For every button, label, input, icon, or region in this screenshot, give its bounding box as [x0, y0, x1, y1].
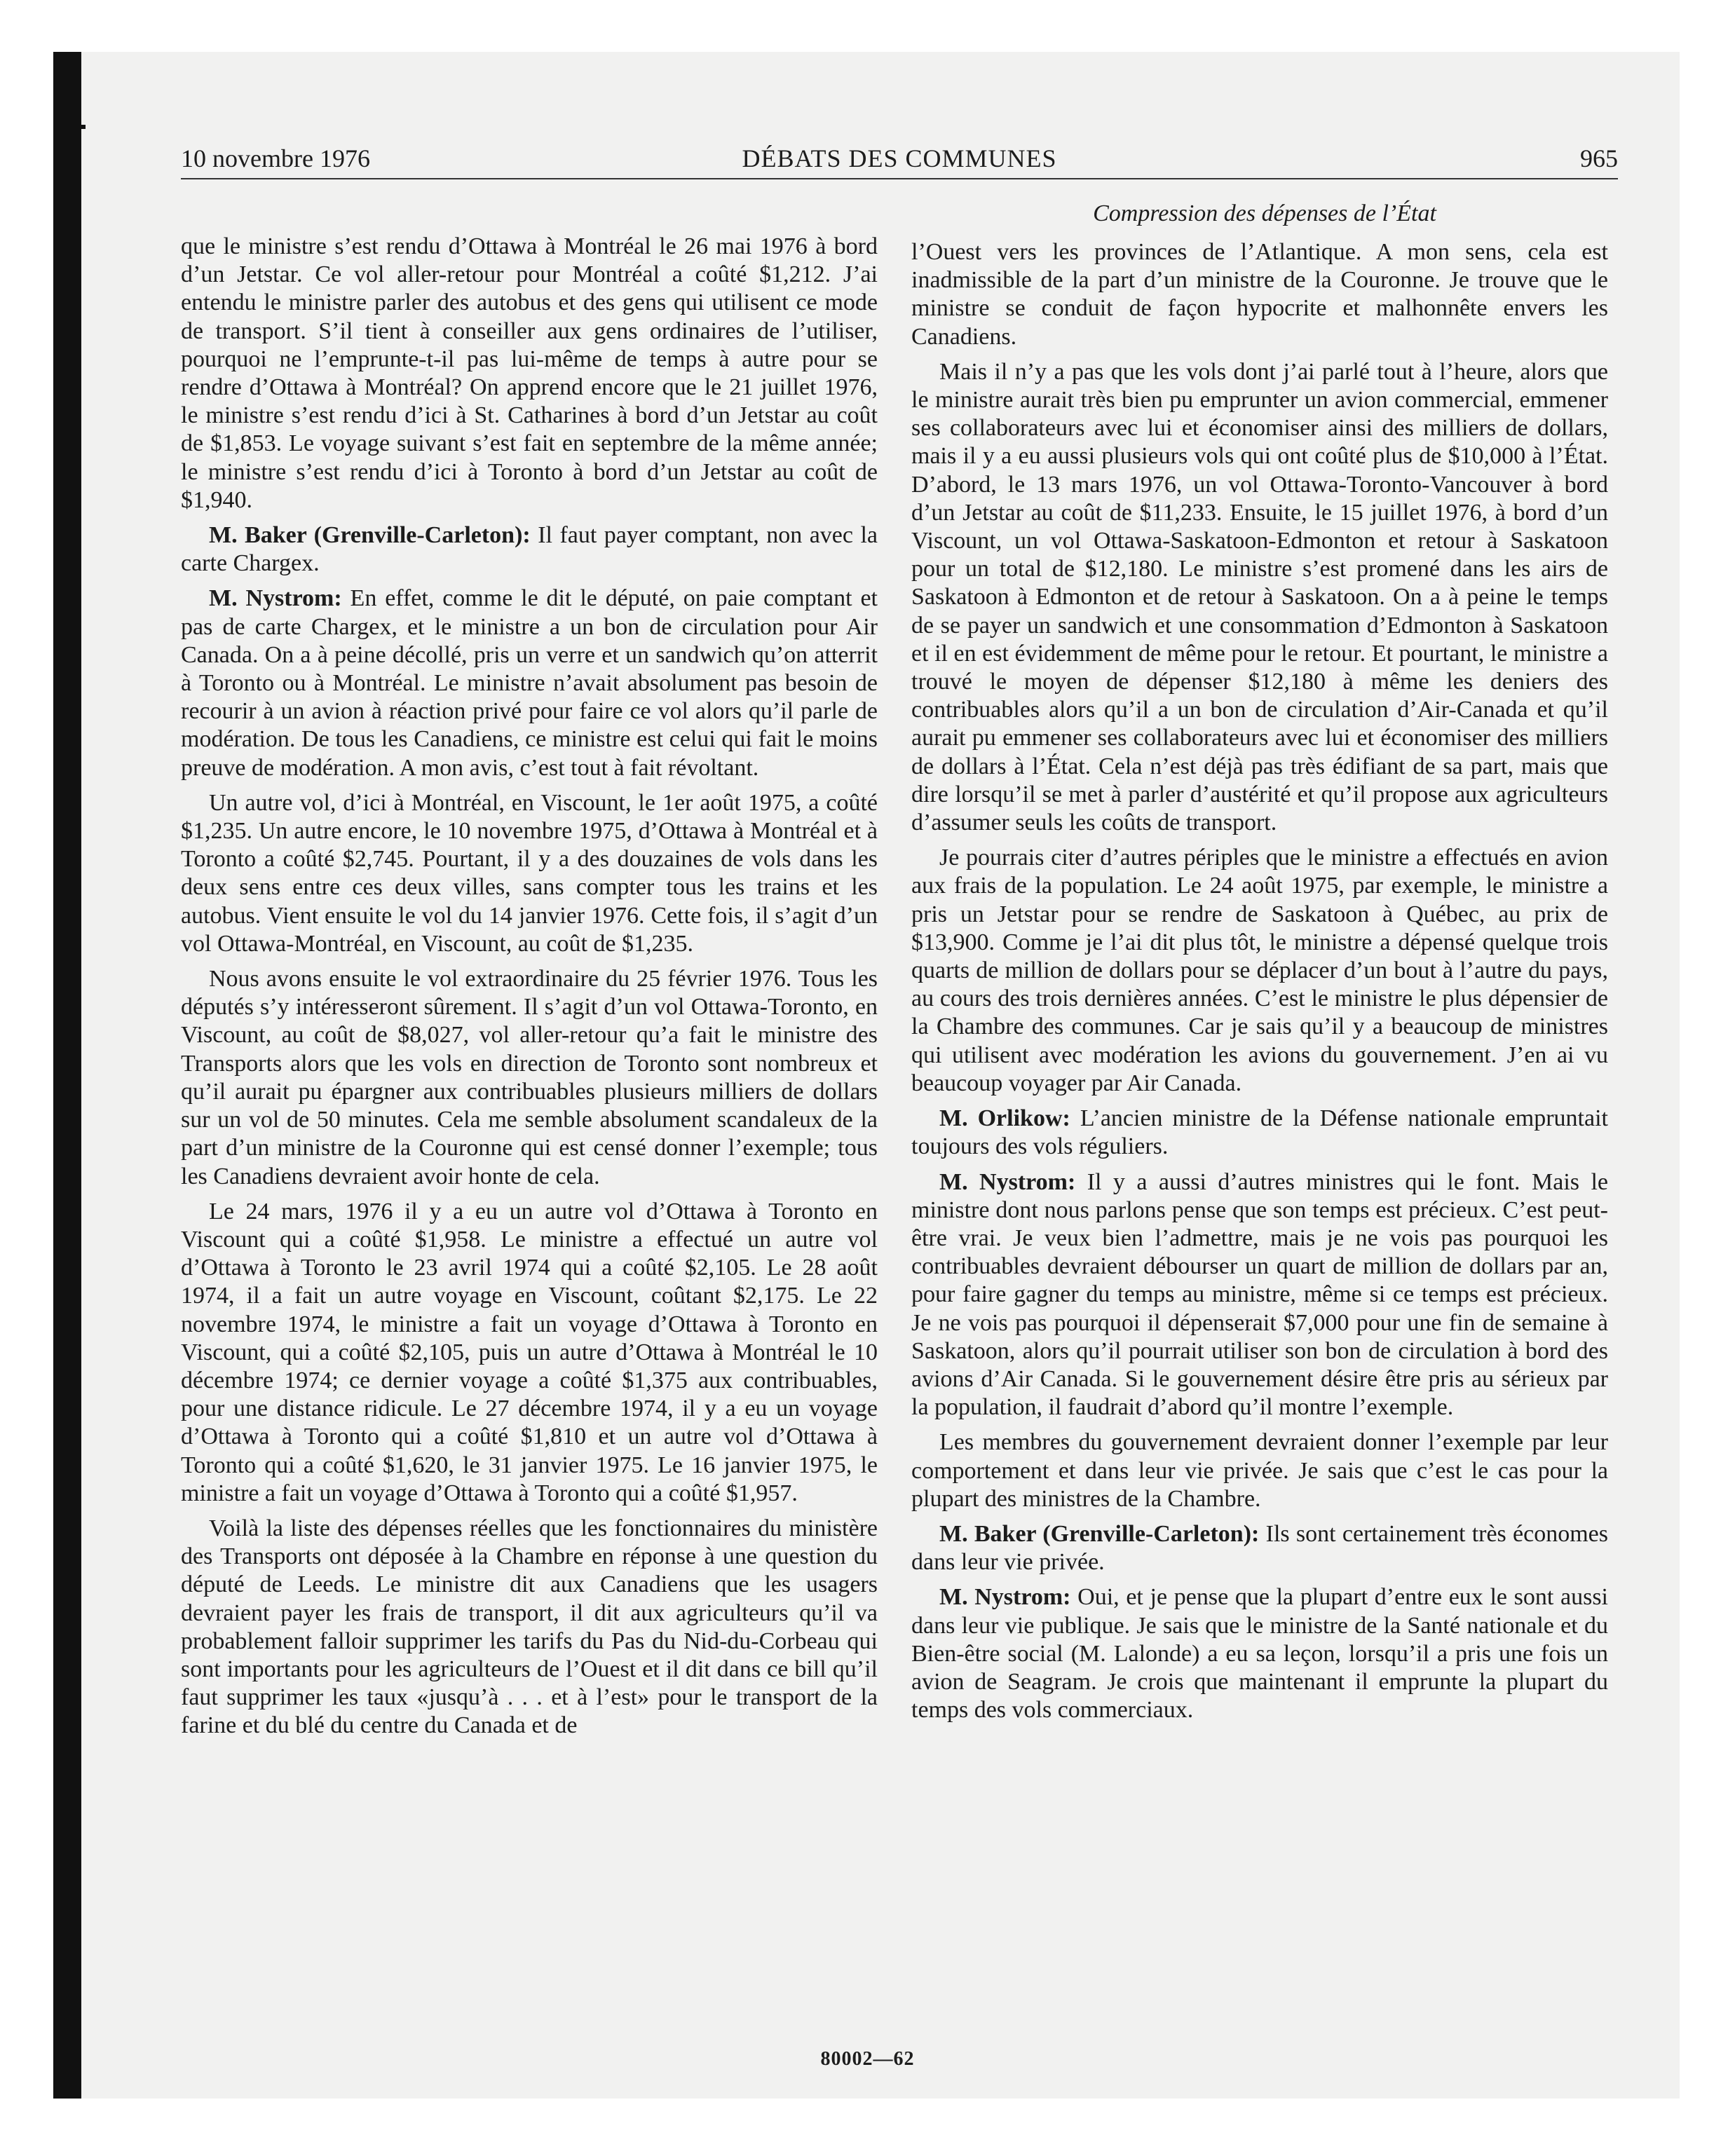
page-number: 965 — [1580, 144, 1618, 172]
section-subheading: Compression des dépenses de l’État — [1093, 200, 1436, 226]
paragraph — [911, 1520, 1608, 1576]
speaker-name: M. Baker (Grenville-Carleton): — [939, 1520, 1260, 1547]
right-column — [911, 238, 1608, 1731]
header-date: 10 novembre 1976 — [181, 144, 370, 172]
left-column — [181, 233, 878, 1747]
speaker-name: M. Nystrom: — [939, 1584, 1071, 1611]
speaker-name: M. Nystrom: — [209, 585, 342, 612]
footer-signature: 80002—62 — [820, 2048, 915, 2070]
paragraph — [911, 1428, 1608, 1513]
paragraph-text: Oui, et je pense que la plupart d’entre eux le sont aussi dans leur vie publique. Je sais que le ministre de la Santé nationale et du Bien-être social (M. Lalonde) a eu sa leçon, lorsqu’il a pris une fois un avion de Seagram. Je crois que maintenant il emprunte la plupart du temps des vols commerciaux. — [911, 1584, 1609, 1724]
paragraph-text: Mais il n’y a pas que les vols dont j’ai parlé tout à l’heure, alors que le ministre aurait très bien pu emprunter un avion commercial, emmener ses collaborateurs avec lui et économiser ainsi des milliers de dollars, mais il y a eu aussi plusieurs vols qui ont coûté plus de $10,000 à l’État. D’abord, le 13 mars 1976, un vol Ottawa-Toronto-Vancouver à bord d’un Jetstar au coût de $11,233. Ensuite, le 15 juillet 1976, à bord d’un Viscount, un vol Ottawa-Saskatoon-Edmonton et retour à Saskatoon pour un total de $12,180. Le ministre s’est promené dans les airs de Saskatoon à Edmonton et de retour à Saskatoon. On a à peine le temps de se payer un sandwich et une consommation d’Edmonton à Saskatoon et il en est évidemment de même pour le retour. Et pourtant, le ministre a trouvé le moyen de dépenser $12,180 à même les deniers des contribuables alors qu’il a un bon de circulation d’Air-Canada et qu’il aurait pu emmener ses collaborateurs avec lui et économiser des milliers de dollars à l’État. Cela n’est déjà pas très édifiant de sa part, mais que dire lorsqu’il se met à parler d’austérité et qu’il propose aux agriculteurs d’assumer seuls les coûts de transport. — [911, 358, 1608, 836]
paragraph-text: En effet, comme le dit le député, on paie comptant et pas de carte Chargex, et le ministre a un bon de circulation pour Air Canada. On a à peine décollé, pris un verre et un sandwich qu’on atterrit à Toronto ou à Montréal. Le ministre n’avait absolument pas besoin de recourir à un avion à réaction privé pour faire ce vol alors qu’il parle de modération. De tous les Canadiens, ce ministre est celui qui fait le moins preuve de modération. A mon avis, c’est tout à fait révoltant. — [181, 585, 878, 781]
speaker-name: M. Orlikow: — [939, 1105, 1070, 1132]
paragraph-text: Je pourrais citer d’autres périples que le ministre a effectués en avion aux frais de la population. Le 24 août 1975, par exemple, le ministre a pris un Jetstar pour se rendre de Saskatoon à Québec, au prix de $13,900. Comme je l’ai dit plus tôt, le ministre a dépensé quelque trois quarts de million de dollars pour se déplacer d’un bout à l’autre du pays, au cours des trois dernières années. C’est le ministre le plus dépensier de la Chambre des communes. Car je sais qu’il y a beaucoup de ministres qui utilisent avec modération les avions du gouvernement. J’en ai vu beaucoup voyager par Air Canada. — [911, 845, 1608, 1096]
paragraph — [911, 1105, 1608, 1161]
paragraph-text: Un autre vol, d’ici à Montréal, en Viscount, le 1er août 1975, a coûté $1,235. Un autre encore, le 10 novembre 1975, d’Ottawa à Montréal et à Toronto a coûté $2,745. Pourtant, il y a des douzaines de vols dans les deux sens entre ces deux villes, sans compter tous les trains et les autobus. Vient ensuite le vol du 14 janvier 1976. Cette fois, il s’agit d’un vol Ottawa-Montréal, en Viscount, au coût de $1,235. — [181, 789, 878, 957]
paragraph — [911, 238, 1608, 351]
speaker-name: M. Baker (Grenville-Carleton): — [209, 522, 531, 549]
paragraph — [181, 521, 878, 578]
binding-mark — [53, 125, 86, 129]
header-title: DÉBATS DES COMMUNES — [742, 144, 1057, 172]
paragraph-text: Il y a aussi d’autres ministres qui le font. Mais le ministre dont nous parlons pense que son temps est précieux. C’est peut-être vrai. Je veux bien l’admettre, mais je ne vois pas pourquoi les contribuables devraient débourser un quart de million de dollars par an, pour faire gagner du temps au ministre, même si ce temps est précieux. Je ne vois pas pourquoi il dépenserait $7,000 pour une fin de semaine à Saskatoon, alors qu’il pourrait utiliser son bon de circulation à bord des avions d’Air Canada. Si le gouvernement désire être pris au sérieux par la population, il faudrait d’abord qu’il montre l’exemple. — [911, 1168, 1608, 1421]
header-rule — [181, 178, 1618, 179]
paragraph — [911, 844, 1608, 1098]
paragraph — [181, 233, 878, 514]
speaker-name: M. Nystrom: — [939, 1168, 1076, 1195]
paragraph — [911, 1168, 1608, 1422]
paragraph-text: Nous avons ensuite le vol extraordinaire du 25 février 1976. Tous les députés s’y intéresseront sûrement. Il s’agit d’un vol Ottawa-Toronto, en Viscount, au coût de $8,027, vol aller-retour qu’a fait le ministre des Transports alors que les vols en direction de Toronto sont nombreux et qu’il aurait pu épargner aux contribuables plusieurs milliers de dollars sur un vol de 50 minutes. Cela me semble absolument scandaleux de la part d’un ministre de la Couronne qui est censé donner l’exemple; tous les Canadiens devraient avoir honte de cela. — [181, 966, 878, 1189]
paragraph — [181, 965, 878, 1191]
paragraph — [181, 1198, 878, 1508]
paragraph-text: Le 24 mars, 1976 il y a eu un autre vol d’Ottawa à Toronto en Viscount qui a coûté $1,958. Le ministre a effectué un autre vol d’Ottawa à Toronto le 23 avril 1974 qui a coûté $2,105. Le 28 août 1974, il a fait un autre voyage en Viscount, coûtant $2,175. Le 22 novembre 1974, le ministre a fait un voyage d’Ottawa à Toronto en Viscount, qui a coûté $2,105, puis un autre d’Ottawa à Montréal le 10 décembre 1974; ce dernier voyage a coûté $1,375 aux contribuables, pour une distance ridicule. Le 27 décembre 1974, il y a eu un voyage d’Ottawa à Toronto qui a coûté $1,810 et un autre vol d’Ottawa à Toronto qui a coûté $1,620, le 31 janvier 1975. Le 16 janvier 1975, le ministre a fait un voyage d’Ottawa à Toronto qui a coûté $1,957. — [181, 1198, 878, 1506]
paragraph — [911, 358, 1608, 837]
running-header — [181, 140, 1618, 177]
paragraph-text: Ils sont certainement très économes dans leur vie privée. — [911, 1520, 1609, 1576]
paragraph-text: L’ancien ministre de la Défense nationale empruntait toujours des vols réguliers. — [911, 1105, 1608, 1160]
paragraph — [181, 1515, 878, 1740]
paragraph — [911, 1583, 1608, 1724]
binding-edge — [53, 52, 81, 2099]
paragraph-text: l’Ouest vers les provinces de l’Atlantique. A mon sens, cela est inadmissible de la part d’un ministre de la Couronne. Je trouve que le ministre se conduit de façon hypocrite et malhonnête envers les Canadiens. — [911, 239, 1608, 350]
paragraph — [181, 789, 878, 958]
paragraph-text: Les membres du gouvernement devraient donner l’exemple par leur comportement et dans leur vie privée. Je sais que c’est le cas pour la plupart des ministres de la Chambre. — [911, 1429, 1608, 1512]
paragraph-text: Voilà la liste des dépenses réelles que les fonctionnaires du ministère des Transports ont déposée à la Chambre en réponse à une question du député de Leeds. Le ministre dit aux Canadiens que les usagers devraient payer les frais de transport, il dit aux agriculteurs qu’il va probablement falloir supprimer les tarifs du Pas du Nid-du-Corbeau qui sont importants pour les agriculteurs de l’Ouest et il dit dans ce bill qu’il faut supprimer les taux «jusqu’à . . . et à l’est» pour le transport de la farine et du blé du centre du Canada et de — [181, 1515, 878, 1739]
paragraph-text: Il faut payer comptant, non avec la carte Chargex. — [181, 522, 878, 577]
paragraph-text: que le ministre s’est rendu d’Ottawa à Montréal le 26 mai 1976 à bord d’un Jetstar. Ce vol aller-retour pour Montréal a coûté $1,212. J’ai entendu le ministre parler des autobus et des gens qui utilisent ce mode de transport. S’il tient à conseiller aux gens ordinaires de l’utiliser, pourquoi ne l’emprunte-t-il pas lui-même de temps à autre pour se rendre d’Ottawa à Montréal? On apprend encore que le 21 juillet 1976, le ministre s’est rendu d’ici à St. Catharines à bord d’un Jetstar au coût de $1,853. Le voyage suivant s’est fait en septembre de la même année; le ministre s’est rendu d’ici à Toronto à bord d’un Jetstar au coût de $1,940. — [181, 233, 878, 513]
paragraph — [181, 585, 878, 782]
